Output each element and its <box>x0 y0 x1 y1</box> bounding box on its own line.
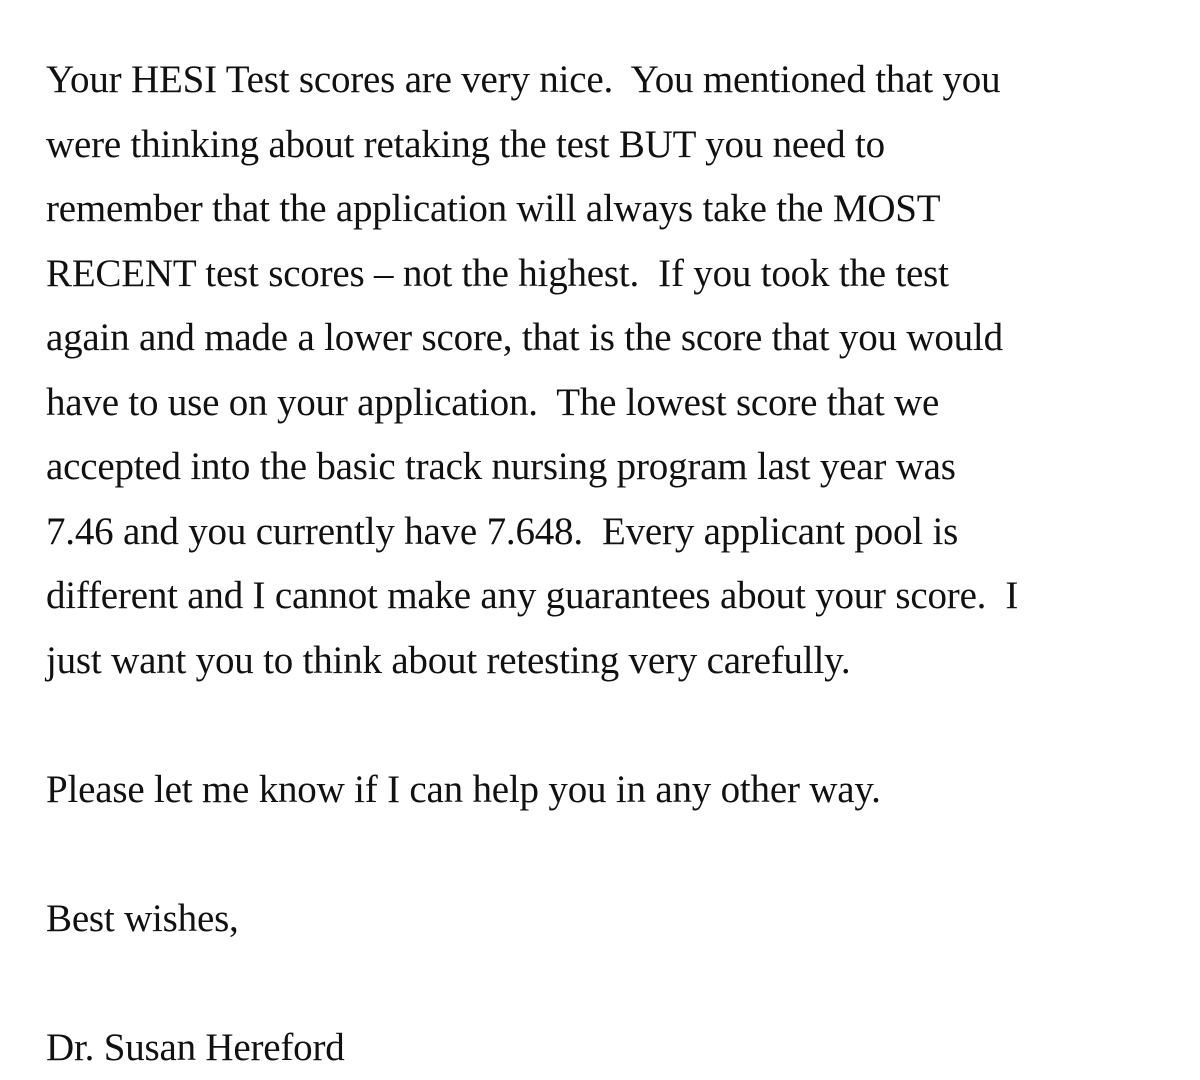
body-line: 7.46 and you currently have 7.648. Every applicant pool is <box>46 500 1176 565</box>
sign-off: Best wishes, <box>46 887 1176 952</box>
body-line: remember that the application will always take the MOST <box>46 177 1176 242</box>
letter-text <box>46 48 1176 1080</box>
paragraph-gap <box>46 822 1176 887</box>
paragraph-gap <box>46 693 1176 758</box>
body-line: RECENT test scores – not the highest. If you took the test <box>46 242 1176 307</box>
signature-name: Dr. Susan Hereford <box>46 1016 1176 1080</box>
body-line: again and made a lower score, that is the score that you would <box>46 306 1176 371</box>
body-line: just want you to think about retesting very carefully. <box>46 629 1176 694</box>
body-line: accepted into the basic track nursing program last year was <box>46 435 1176 500</box>
body-line: Your HESI Test scores are very nice. You mentioned that you <box>46 48 1176 113</box>
paragraph-gap <box>46 951 1176 1016</box>
body-line: different and I cannot make any guarantees about your score. I <box>46 564 1176 629</box>
body-line: were thinking about retaking the test BUT you need to <box>46 113 1176 178</box>
closing-offer: Please let me know if I can help you in any other way. <box>46 758 1176 823</box>
body-line: have to use on your application. The lowest score that we <box>46 371 1176 436</box>
